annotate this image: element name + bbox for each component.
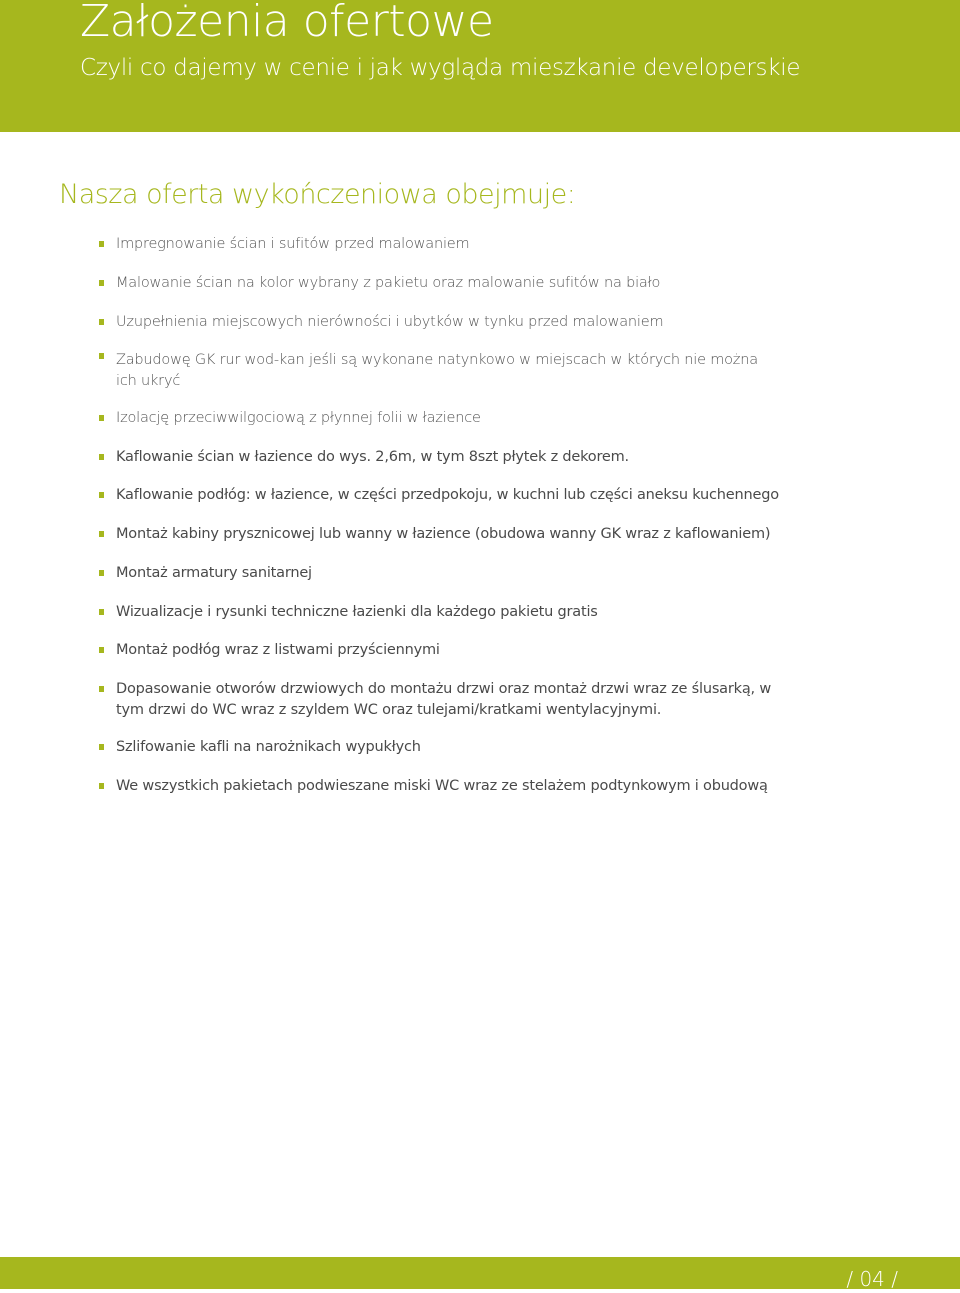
bullet-icon [99,744,104,750]
list-item-text: Kaflowanie ścian w łazience do wys. 2,6m, w tym 8szt płytek z dekorem. [116,449,629,465]
bullet-icon [99,531,104,537]
list-item-text: Montaż armatury sanitarnej [116,565,312,581]
list-item-text: Zabudowę GK rur wod-kan jeśli są wykonane natynkowo w miejscach w których nie można ich ukryć [116,352,758,389]
list-item-text: Izolację przeciwwilgociową z płynnej folii w łazience [116,410,481,426]
page-subtitle: Czyli co dajemy w cenie i jak wygląda mieszkanie developerskie [80,55,801,81]
bullet-icon [99,783,104,789]
list-item-text: Impregnowanie ścian i sufitów przed malowaniem [116,236,470,252]
list-item-text: Kaflowanie podłóg: w łazience, w części przedpokoju, w kuchni lub części aneksu kuchennego [116,487,779,503]
bullet-icon [99,415,104,421]
page-title: Założenia ofertowe [80,0,494,47]
bullet-icon [99,454,104,460]
list-item-text: Montaż kabiny prysznicowej lub wanny w łazience (obudowa wanny GK wraz z kaflowaniem) [116,526,771,542]
bullet-icon [99,609,104,615]
bullet-icon [99,686,104,692]
bullet-icon [99,319,104,325]
list-item-text: We wszystkich pakietach podwieszane miski WC wraz ze stelażem podtynkowym i obudową [116,778,768,794]
list-item-text: Montaż podłóg wraz z listwami przyściennymi [116,642,440,658]
footer-bar [0,1257,960,1289]
list-item-text: Dopasowanie otworów drzwiowych do montażu drzwi oraz montaż drzwi wraz ze ślusarką, w tym drzwi do WC wraz z szyldem WC oraz tulejami/kratkami wentylacyjnymi. [116,681,771,718]
page-number: / 04 / [846,1267,898,1291]
list-item-text: Szlifowanie kafli na narożnikach wypukłych [116,739,421,755]
list-item-text: Uzupełnienia miejscowych nierówności i ubytków w tynku przed malowaniem [116,314,664,330]
bullet-icon [99,241,104,247]
bullet-icon [99,353,104,359]
list-item-text: Wizualizacje i rysunki techniczne łazienki dla każdego pakietu gratis [116,604,598,620]
bullet-icon [99,492,104,498]
list-item-text: Malowanie ścian na kolor wybrany z pakietu oraz malowanie sufitów na biało [116,275,661,291]
bullet-icon [99,570,104,576]
bullet-icon [99,280,104,286]
header-banner [0,0,960,132]
section-title: Nasza oferta wykończeniowa obejmuje: [59,179,576,210]
bullet-icon [99,647,104,653]
